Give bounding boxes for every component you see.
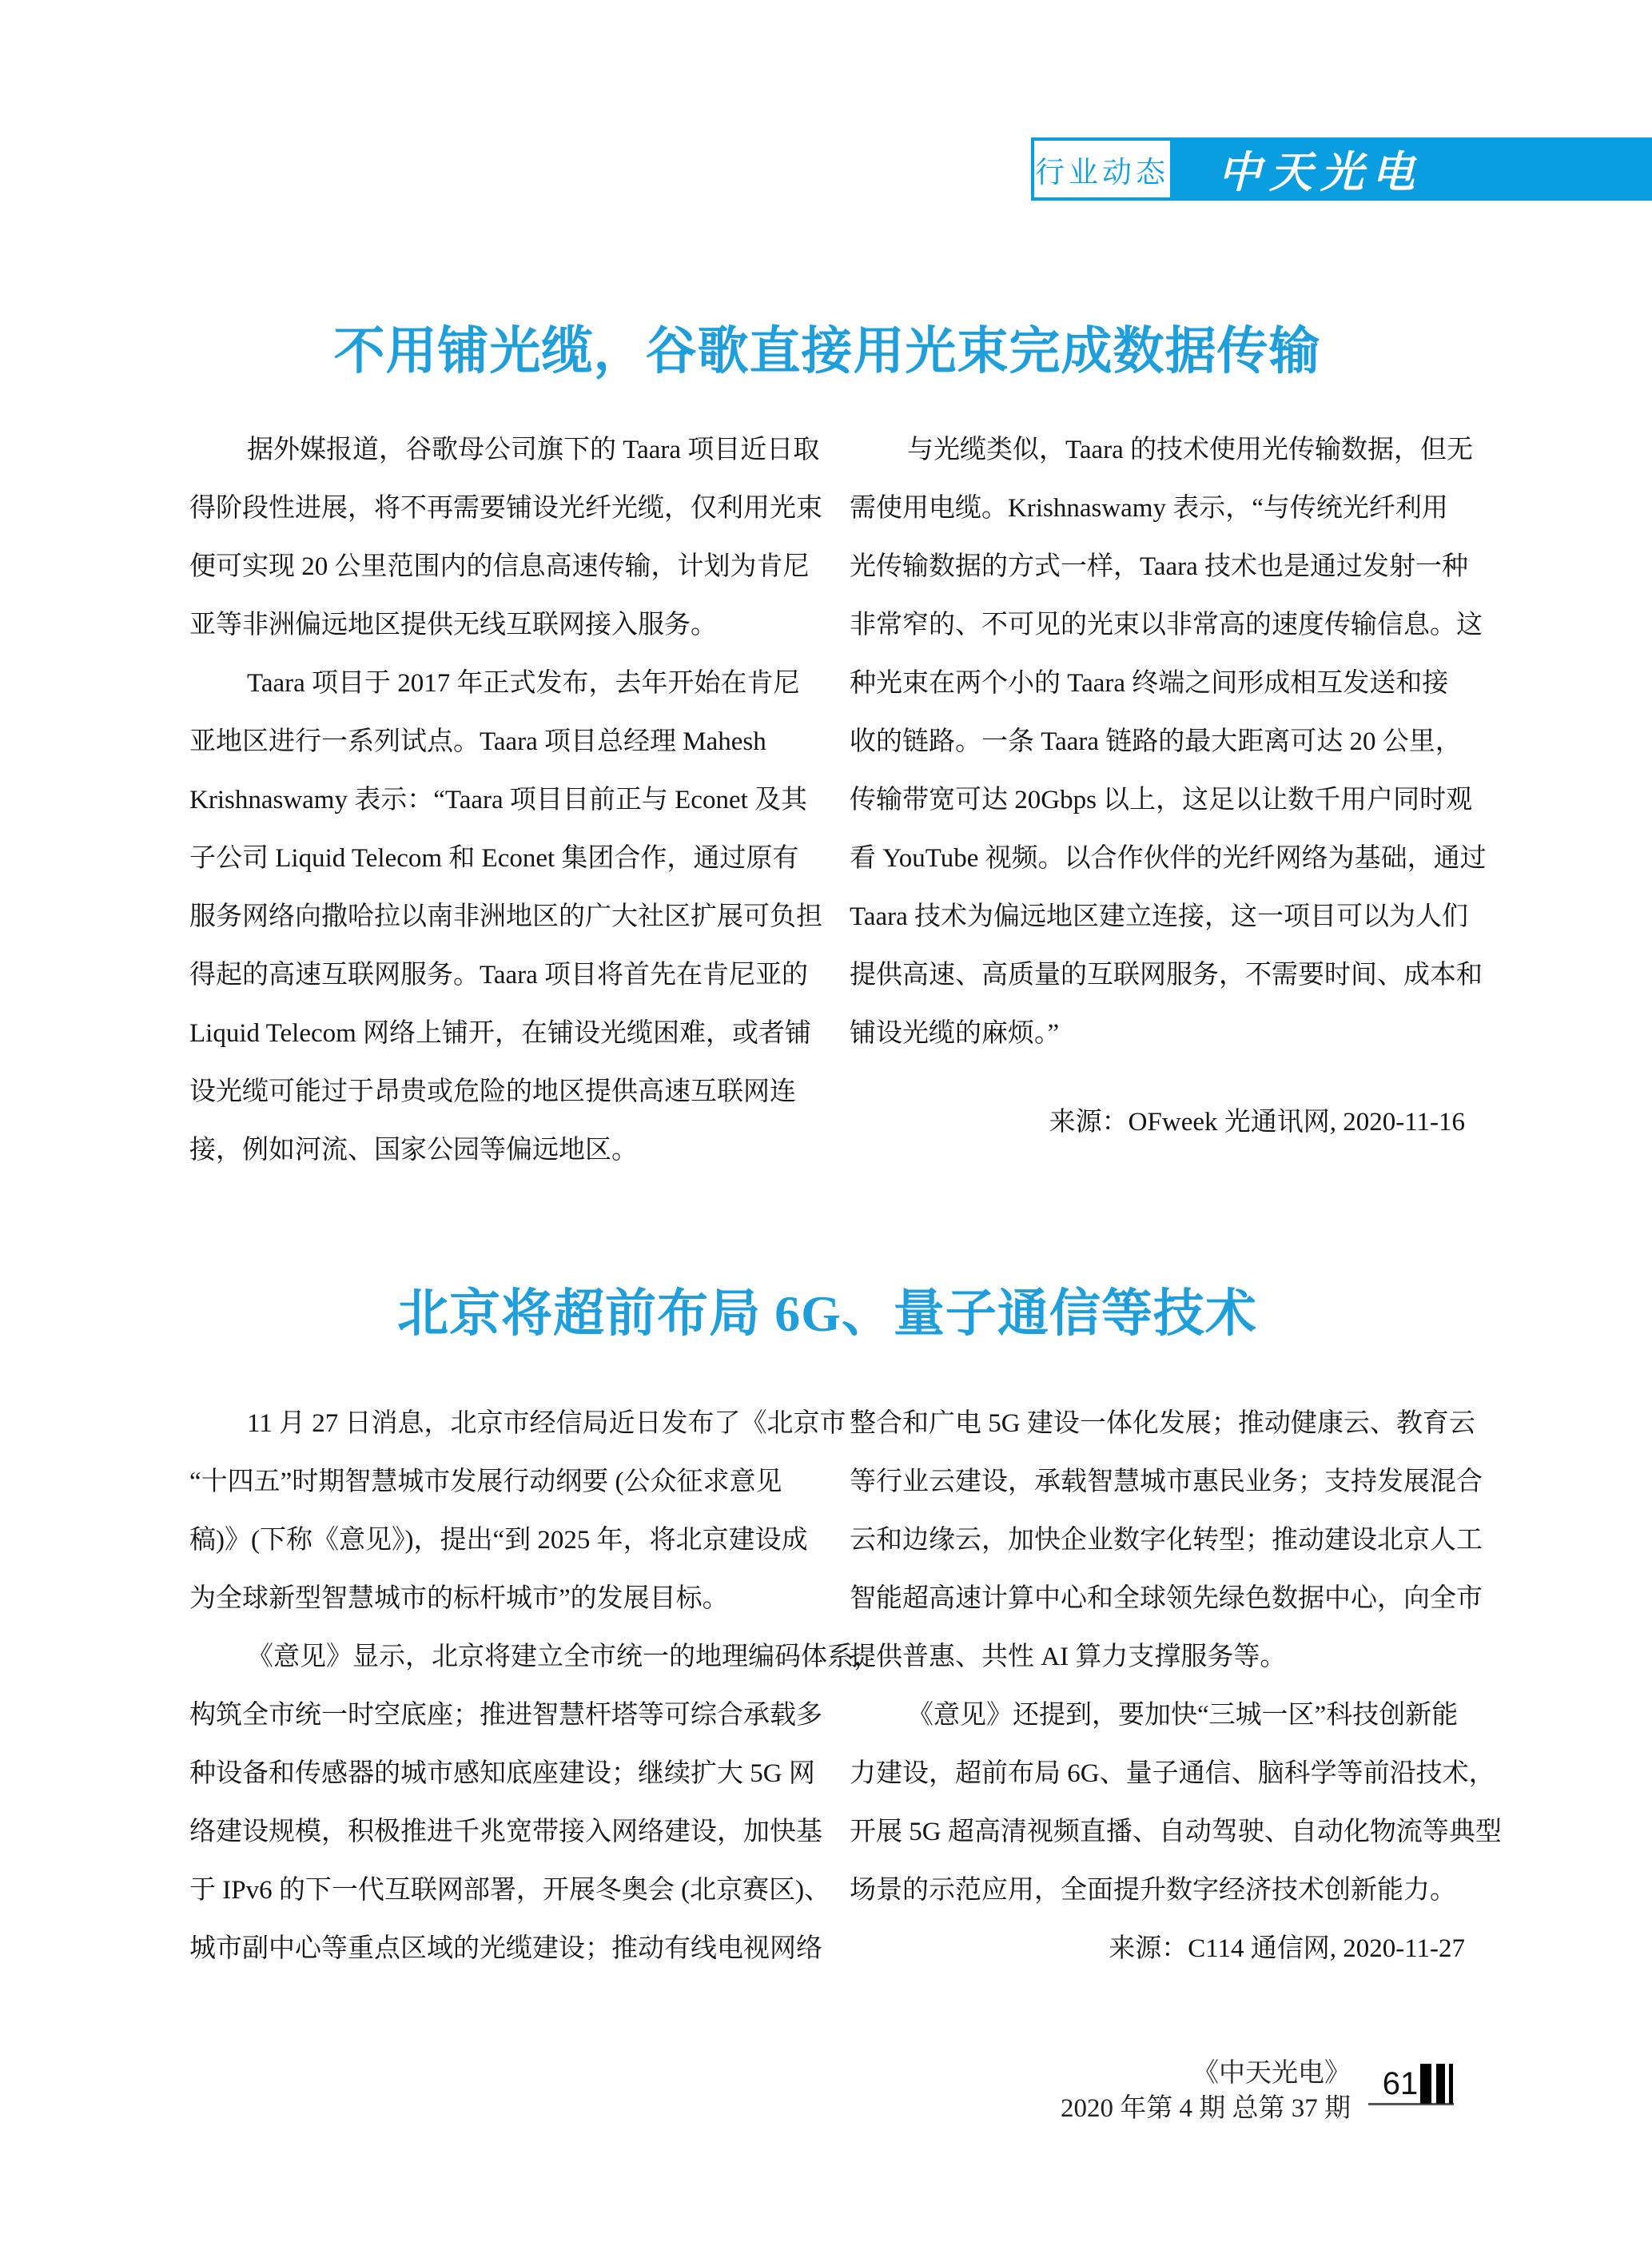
text-line: 设光缆可能过于昂贵或危险的地区提供高速互联网连 xyxy=(189,1077,796,1106)
text-line: 提供高速、高质量的互联网服务，不需要时间、成本和 xyxy=(850,961,1483,990)
article-body xyxy=(189,421,1487,1180)
text-line: 看 YouTube 视频。以合作伙伴的光纤网络为基础，通过 xyxy=(850,844,1487,873)
text-line: 种光束在两个小的 Taara 终端之间形成相互发送和接 xyxy=(850,669,1449,698)
text-line: 力建设，超前布局 6G、量子通信、脑科学等前沿技术， xyxy=(850,1759,1495,1788)
text-line: 智能超高速计算中心和全球领先绿色数据中心，向全市 xyxy=(850,1584,1483,1613)
text-line: 非常窄的、不可见的光束以非常高的速度传输信息。这 xyxy=(850,611,1483,639)
text-line: 开展 5G 超高清视频直播、自动驾驶、自动化物流等典型 xyxy=(850,1818,1502,1846)
blank-line xyxy=(850,1063,1465,1093)
journal-name: 《中天光电》 xyxy=(1192,2059,1351,2088)
text-line: 光传输数据的方式一样，Taara 技术也是通过发射一种 xyxy=(850,552,1469,581)
brand-logo: 中天光电 xyxy=(1173,137,1652,201)
text-line: 场景的示范应用，全面提升数字经济技术创新能力。 xyxy=(850,1876,1456,1905)
bar xyxy=(1420,2064,1431,2104)
text-line: 子公司 Liquid Telecom 和 Econet 集团合作，通过原有 xyxy=(189,844,799,873)
text-line: 与光缆类似，Taara 的技术使用光传输数据，但无 xyxy=(907,436,1474,464)
text-line: “十四五”时期智慧城市发展行动纲要 (公众征求意见 xyxy=(189,1467,782,1496)
text-line: 种设备和传感器的城市感知底座建设；继续扩大 5G 网 xyxy=(189,1759,815,1788)
text-line: 整合和广电 5G 建设一体化发展；推动健康云、教育云 xyxy=(850,1409,1475,1438)
text-line: 服务网络向撒哈拉以南非洲地区的广大社区扩展可负担 xyxy=(189,902,822,931)
text-line: 为全球新型智慧城市的标杆城市”的发展目标。 xyxy=(189,1584,729,1613)
text-line: Krishnaswamy 表示：“Taara 项目目前正与 Econet 及其 xyxy=(189,786,808,814)
issue-info: 2020 年第 4 期 总第 37 期 xyxy=(1061,2094,1351,2123)
footer-journal-info xyxy=(1061,2056,1351,2126)
text-line: 便可实现 20 公里范围内的信息高速传输，计划为肯尼 xyxy=(189,552,810,581)
article-title: 不用铺光缆，谷歌直接用光束完成数据传输 xyxy=(333,323,1321,380)
page-header xyxy=(1031,137,1652,201)
text-line: 提供普惠、共性 AI 算力支撑服务等。 xyxy=(850,1643,1287,1671)
barcode-bars xyxy=(1420,2064,1454,2104)
article-column-left xyxy=(189,1395,880,1978)
text-line: 稿)》(下称《意见》)，提出“到 2025 年，将北京建设成 xyxy=(189,1526,808,1555)
article-column-left xyxy=(189,421,822,1180)
text-line: 传输带宽可达 20Gbps 以上，这足以让数千用户同时观 xyxy=(850,786,1473,814)
section-tab: 行业动态 xyxy=(1031,137,1173,201)
text-line: Liquid Telecom 网络上铺开，在铺设光缆困难，或者铺 xyxy=(189,1019,812,1048)
bar xyxy=(1449,2064,1453,2104)
text-line: 需使用电缆。Krishnaswamy 表示，“与传统光纤利用 xyxy=(850,494,1448,523)
text-line: 接，例如河流、国家公园等偏远地区。 xyxy=(189,1136,638,1165)
text-line: 构筑全市统一时空底座；推进智慧杆塔等可综合承载多 xyxy=(189,1701,822,1730)
text-line: 得阶段性进展，将不再需要铺设光纤光缆，仅利用光束 xyxy=(189,494,822,523)
text-line: 收的链路。一条 Taara 链路的最大距离可达 20 公里， xyxy=(850,727,1462,756)
source-line: 来源：C114 通信网, 2020-11-27 xyxy=(1109,1934,1465,1963)
text-line: Taara 技术为偏远地区建立连接，这一项目可以为人们 xyxy=(850,902,1469,931)
source-line: 来源：OFweek 光通讯网, 2020-11-16 xyxy=(1049,1108,1465,1137)
text-line: 亚等非洲偏远地区提供无线互联网接入服务。 xyxy=(189,611,717,639)
text-line: Taara 项目于 2017 年正式发布，去年开始在肯尼 xyxy=(247,669,800,698)
article-title: 北京将超前布局 6G、量子通信等技术 xyxy=(397,1285,1257,1342)
article-column-right xyxy=(850,1395,1502,1978)
bar xyxy=(1436,2064,1445,2104)
text-line: 据外媒报道，谷歌母公司旗下的 Taara 项目近日取 xyxy=(247,436,820,464)
article-body xyxy=(189,1395,1502,1978)
text-line: 得起的高速互联网服务。Taara 项目将首先在肯尼亚的 xyxy=(189,961,809,990)
text-line: 城市副中心等重点区域的光缆建设；推动有线电视网络 xyxy=(189,1934,822,1963)
text-line: 云和边缘云，加快企业数字化转型；推动建设北京人工 xyxy=(850,1526,1483,1555)
text-line: 11 月 27 日消息，北京市经信局近日发布了《北京市 xyxy=(247,1409,846,1438)
text-line: 络建设规模，积极推进千兆宽带接入网络建设，加快基 xyxy=(189,1818,822,1846)
text-line: 亚地区进行一系列试点。Taara 项目总经理 Mahesh xyxy=(189,727,766,756)
page-number: 61 xyxy=(1382,2066,1419,2101)
text-line: 于 IPv6 的下一代互联网部署，开展冬奥会 (北京赛区)、 xyxy=(189,1876,831,1905)
text-line: 等行业云建设，承载智慧城市惠民业务；支持发展混合 xyxy=(850,1467,1483,1496)
article-column-right xyxy=(850,421,1487,1180)
text-line: 《意见》显示，北京将建立全市统一的地理编码体系， xyxy=(247,1643,880,1671)
text-line: 《意见》还提到，要加快“三城一区”科技创新能 xyxy=(907,1701,1459,1730)
text-line: 铺设光缆的麻烦。” xyxy=(850,1019,1060,1048)
